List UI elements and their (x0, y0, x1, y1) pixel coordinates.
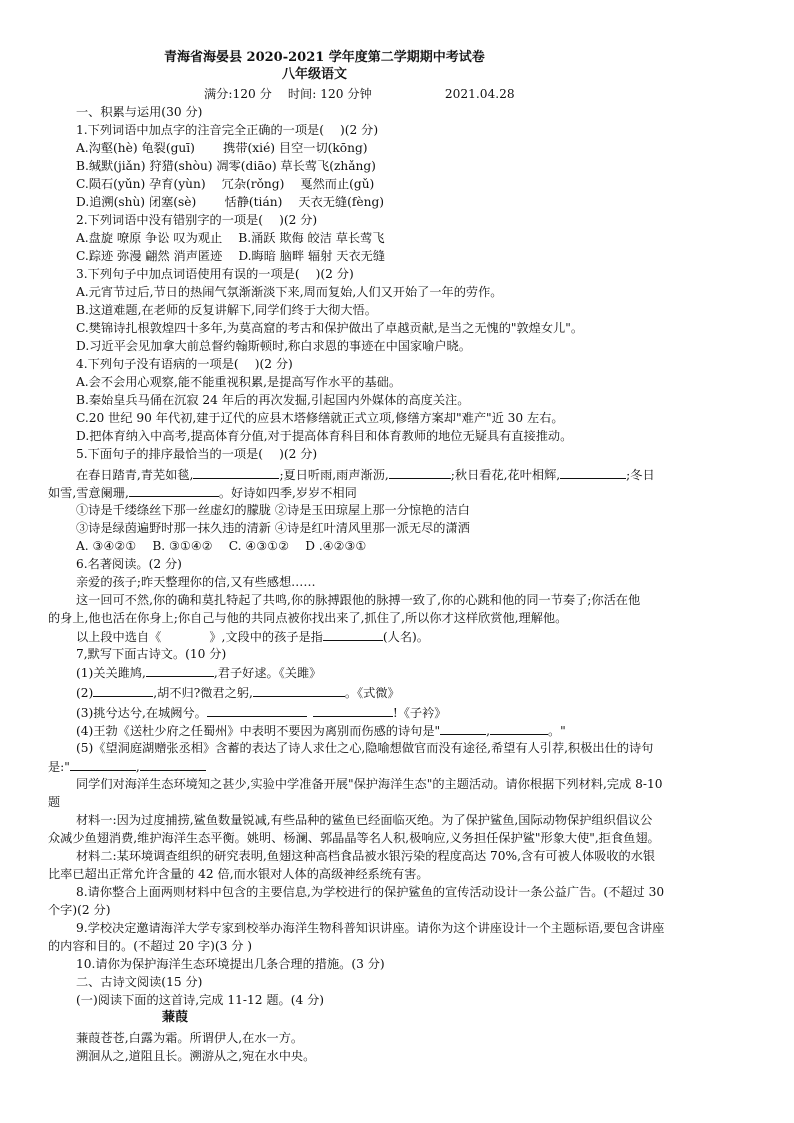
option-text: A.沟壑(hè) 龟裂(guī) 携带(xié) 目空一切(kōng) (76, 141, 368, 155)
option-text: C.樊锦诗扎根敦煌四十多年,为莫高窟的考古和保护做出了卓越贡献,是当之无愧的"敦煌女儿"。 (76, 321, 584, 335)
poem-text: , (135, 760, 140, 774)
poem-text: (3)挑兮达兮,在城阙兮。 (76, 706, 207, 720)
intro-text: 题 (48, 795, 61, 809)
poem-text: (5)《望洞庭湖赠张丞相》含蓄的表达了诗人求仕之心,隐喻想做官而没有途径,希望有人引荐,积极出仕的诗句 (76, 741, 654, 755)
poem-text: (4)王勃《送杜少府之任蜀州》中表明不要因为离别而伤感的诗句是" (76, 724, 441, 738)
question-text: (人名)。 (382, 630, 429, 644)
q5-passage-line2 (48, 484, 357, 501)
passage-text: ;夏日听雨,雨声渐沥, (279, 468, 389, 482)
material-text: 众减少鱼翅消费,维护海洋生态平衡。姚明、杨澜、郭晶晶等名人积,极响应,义务担任保护鲨"形象大使",拒食鱼翅。 (48, 831, 660, 845)
answer-blank[interactable] (207, 704, 307, 717)
passage-text: 如雪,雪意阑珊, (48, 486, 129, 500)
question-text: 4.下列句子没有语病的一项是( )(2 分) (76, 357, 293, 371)
poem-title: 蒹葭 (162, 1010, 189, 1025)
recite-line (48, 758, 206, 775)
option-text: D.把体育纳入中高考,提高体育分值,对于提高体育科目和体育教师的地位无疑具有直接推动。 (76, 429, 573, 443)
passage-text: ;秋日看花,花叶相辉, (450, 468, 561, 482)
passage-text: 这一回可不然,你的确和莫扎特起了共鸣,你的脉搏跟他的脉搏一致了,你的心跳和他的同一节奏了;你活在他 (76, 593, 641, 607)
section-heading: 二、古诗文阅读(15 分) (76, 975, 203, 989)
question-text: 10.请你为保护海洋生态环境提出几条合理的措施。(3 分) (76, 957, 385, 971)
intro-text: 同学们对海洋生态环境知之甚少,实验中学准备开展"保护海洋生态"的主题活动。请你根据下列材料,完成 8-10 (76, 777, 663, 791)
poem-text: (1)关关雎鸠, (76, 666, 146, 680)
poem-text: ,胡不归?微君之躬, (153, 686, 253, 700)
answer-blank[interactable] (129, 484, 219, 497)
recite-line (76, 664, 321, 681)
option-text: A.元宵节过后,节日的热闹气氛渐渐淡下来,周而复始,人们又开始了一年的劳作。 (76, 285, 503, 299)
answer-blank[interactable] (146, 664, 214, 677)
answer-blank[interactable] (70, 758, 136, 771)
recite-line (76, 684, 400, 701)
material-text: 比率已超出正常允许含量的 42 倍,而水银对人体的高级神经系统有害。 (48, 867, 429, 881)
question-text: 6.名著阅读。(2 分) (76, 557, 182, 571)
poem-line: 溯洄从之,道阻且长。溯游从之,宛在水中央。 (76, 1049, 316, 1063)
option-text: ①诗是千缕绦丝下那一丝虚幻的朦胧 ②诗是玉田琼屋上那一分惊艳的洁白 (76, 503, 470, 517)
passage-text: 在春日踏青,青芜如毯, (76, 468, 194, 482)
option-text: B.缄默(jiǎn) 狩猎(shòu) 凋零(diāo) 草长莺飞(zhǎng) (76, 159, 376, 173)
option-text: D.习近平会见加拿大前总督约翰斯顿时,称白求恩的事迹在中国家喻户晓。 (76, 339, 471, 353)
answer-blank[interactable] (560, 466, 626, 479)
answer-blank[interactable] (323, 628, 383, 641)
poem-text: 。《式微》 (344, 686, 400, 700)
section-heading: 一、积累与运用(30 分) (76, 105, 203, 119)
answer-blank[interactable] (490, 722, 548, 735)
question-text: 1.下列词语中加点字的注音完全正确的一项是( )(2 分) (76, 123, 379, 137)
option-text: ③诗是绿茵遍野时那一抹久违的清新 ④诗是红叶清风里那一派无尽的潇洒 (76, 521, 470, 535)
answer-blank[interactable] (193, 466, 279, 479)
material-text: 材料一:因为过度捕捞,鲨鱼数量锐减,有些品种的鲨鱼已经面临灭绝。为了保护鲨鱼,国际动物保护组织倡议公 (76, 813, 653, 827)
recite-line (76, 704, 446, 721)
q6-question (76, 628, 429, 645)
sub-heading: (一)阅读下面的这首诗,完成 11-12 题。(4 分) (76, 993, 325, 1007)
option-text: A.会不会用心观察,能不能重视积累,是提高写作水平的基础。 (76, 375, 402, 389)
question-text: 个字)(2 分) (48, 903, 111, 917)
poem-text: , (486, 724, 490, 738)
recite-line (76, 722, 566, 739)
option-text: C.踪迹 弥漫 翩然 消声匿迹 D.晦暗 脑畔 辐射 天衣无缝 (76, 249, 386, 263)
poem-text: !《子衿》 (392, 706, 447, 720)
question-text: 7,默写下面古诗文。(10 分) (76, 647, 227, 661)
question-text: 3.下列句子中加点词语使用有误的一项是( )(2 分) (76, 267, 354, 281)
option-text: C.陨石(yǔn) 孕育(yùn) 冗杂(rǒng) 戛然而止(gǔ) (76, 177, 375, 191)
option-text: C.20 世纪 90 年代初,建于辽代的应县木塔修缮就正式立项,修缮方案却"难产"近 30 左右。 (76, 411, 564, 425)
exam-subtitle: 八年级语文 (282, 67, 348, 82)
passage-text: 。好诗如四季,岁岁不相同 (218, 486, 357, 500)
option-text: B.秦始皇兵马俑在沉寂 24 年后的再次发掘,引起国内外媒体的高度关注。 (76, 393, 470, 407)
question-text: 》,文段中的孩子是指 (209, 630, 323, 644)
answer-blank[interactable] (440, 722, 486, 735)
question-text: 5.下面句子的排序最恰当的一项是( )(2 分) (76, 447, 318, 461)
passage-text: ;冬日 (626, 468, 655, 482)
poem-text: ,君子好逑。《关雎》 (213, 666, 322, 680)
question-text: 的内容和目的。(不超过 20 字)(3 分 ) (48, 939, 253, 953)
passage-text: 亲爱的孩子;昨天整理你的信,又有些感想…… (76, 575, 316, 589)
answer-blank[interactable] (253, 684, 345, 697)
material-text: 材料二:某环境调查组织的研究表明,鱼翅这种高档食品被水银污染的程度高达 70%,含有可被人体吸收的水银 (76, 849, 656, 863)
question-text: 2.下列词语中没有错别字的一项是( )(2 分) (76, 213, 318, 227)
answer-blank[interactable] (389, 466, 451, 479)
answer-blank[interactable] (313, 704, 393, 717)
option-text: A.盘旋 嘹原 争讼 叹为观止 B.涌跃 欺侮 皎洁 草长莺飞 (76, 231, 385, 245)
option-text: A. ③④②① B. ③①④② C. ④③①② D .④②③① (76, 539, 367, 553)
poem-text: 是:" (48, 760, 70, 774)
option-text: B.这道难题,在老师的反复讲解下,同学们终于大彻大悟。 (76, 303, 377, 317)
question-text: 9.学校决定邀请海洋大学专家到校举办海洋生物科普知识讲座。请你为这个讲座设计一个主题标语,要包含讲座 (76, 921, 665, 935)
question-text: 8.请你整合上面两则材料中包含的主要信息,为学校进行的保护鲨鱼的宣传活动设计一条公益广告。(不超过 30 (76, 885, 665, 899)
answer-blank[interactable] (93, 684, 153, 697)
passage-text: 的身上,他也活在你身上;你自己与他的共同点被你找出来了,抓住了,所以你才这样欣赏他,理解他。 (48, 611, 568, 625)
exam-meta: 满分:120 分 时间: 120 分钟 2021.04.28 (204, 87, 515, 101)
exam-title: 青海省海晏县 2020-2021 学年度第二学期期中考试卷 (164, 50, 485, 65)
poem-line: 蒹葭苍苍,白露为霜。所谓伊人,在水一方。 (76, 1031, 304, 1045)
poem-text: 。" (548, 724, 566, 738)
q5-passage-line1 (76, 466, 655, 483)
option-text: D.追溯(shù) 闭塞(sè) 恬静(tián) 天衣无缝(fèng) (76, 195, 385, 209)
poem-text: (2) (76, 686, 94, 700)
answer-blank[interactable] (140, 758, 206, 771)
question-text: 以上段中选自《 (76, 630, 162, 644)
